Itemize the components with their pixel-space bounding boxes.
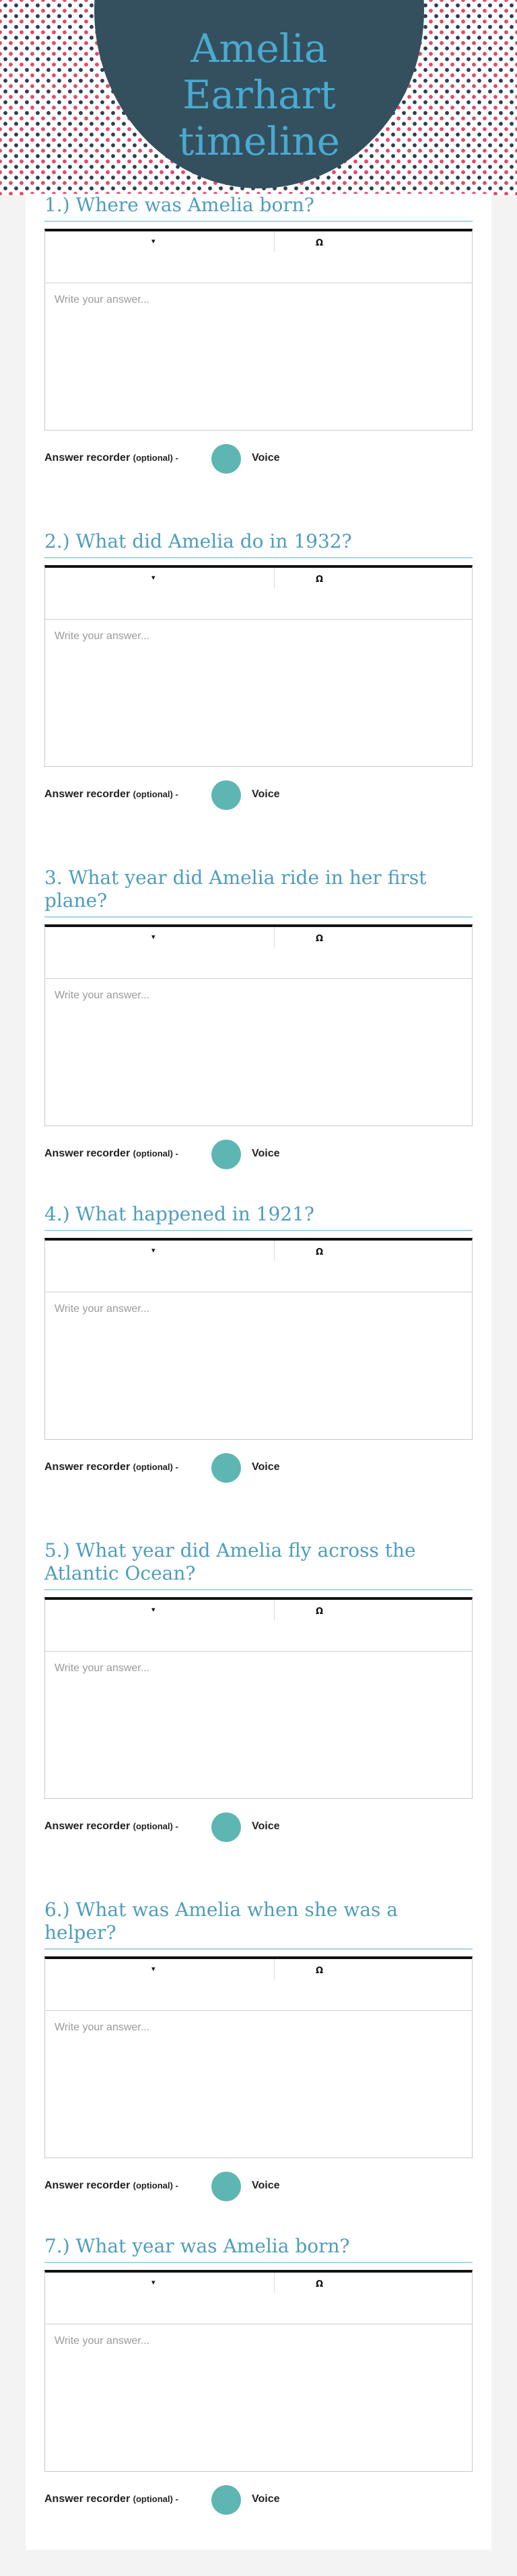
recorder-label-text: Answer recorder <box>44 452 131 464</box>
special-character-icon[interactable]: Ω <box>316 1966 324 1976</box>
answer-input[interactable] <box>45 2324 472 2471</box>
recorder-label <box>44 1148 178 1160</box>
toolbar-divider <box>274 2273 275 2293</box>
recorder-optional-text: (optional) - <box>133 1148 178 1158</box>
recorder-optional-text: (optional) - <box>133 789 178 799</box>
question-title: 3. What year did Amelia ride in her first plane? <box>44 867 473 918</box>
recorder-optional-text: (optional) - <box>133 2494 178 2504</box>
recorder-label <box>44 2493 178 2505</box>
recorder-label-text: Answer recorder <box>44 1820 131 1832</box>
record-voice-button[interactable] <box>211 1140 241 1169</box>
answer-input[interactable] <box>45 979 472 1126</box>
record-voice-button[interactable] <box>211 1453 241 1483</box>
format-dropdown-icon[interactable]: ▾ <box>151 573 156 582</box>
editor-toolbar <box>45 2273 472 2324</box>
recorder-label <box>44 1461 178 1473</box>
format-dropdown-icon[interactable]: ▾ <box>151 932 156 941</box>
format-dropdown-icon[interactable]: ▾ <box>151 237 156 246</box>
recorder-label <box>44 452 178 464</box>
recorder-label-text: Answer recorder <box>44 1461 131 1473</box>
editor-toolbar <box>45 1600 472 1652</box>
question-block <box>44 2235 473 2515</box>
question-title: 1.) Where was Amelia born? <box>44 194 473 222</box>
answer-input[interactable] <box>45 620 472 766</box>
editor-toolbar <box>45 1241 472 1292</box>
editor-toolbar <box>45 568 472 620</box>
special-character-icon[interactable]: Ω <box>316 2279 324 2289</box>
voice-label: Voice <box>252 1148 280 1159</box>
recorder-label <box>44 788 178 801</box>
question-block <box>44 530 473 810</box>
voice-label: Voice <box>252 2493 280 2505</box>
question-block <box>44 1539 473 1842</box>
answer-editor <box>44 229 473 431</box>
toolbar-divider <box>274 231 275 252</box>
voice-label: Voice <box>252 2180 280 2191</box>
toolbar-divider <box>274 1241 275 1261</box>
record-voice-button[interactable] <box>211 780 241 810</box>
voice-label: Voice <box>252 1820 280 1832</box>
question-block <box>44 1203 473 1483</box>
question-block <box>44 194 473 474</box>
recorder-optional-text: (optional) - <box>133 2180 178 2191</box>
answer-editor <box>44 1956 473 2158</box>
question-title: 5.) What year did Amelia fly across the Atlantic Ocean? <box>44 1539 473 1590</box>
format-dropdown-icon[interactable]: ▾ <box>151 1246 156 1255</box>
answer-input[interactable] <box>45 283 472 430</box>
toolbar-divider <box>274 1959 275 1979</box>
answer-editor <box>44 924 473 1126</box>
voice-label: Voice <box>252 788 280 800</box>
recorder-label-text: Answer recorder <box>44 2180 131 2191</box>
question-block <box>44 867 473 1169</box>
answer-editor <box>44 1238 473 1440</box>
editor-toolbar <box>45 1959 472 2011</box>
answer-recorder <box>44 1812 473 1842</box>
question-title: 7.) What year was Amelia born? <box>44 2235 473 2263</box>
record-voice-button[interactable] <box>211 444 241 474</box>
recorder-label-text: Answer recorder <box>44 788 131 800</box>
answer-editor <box>44 1597 473 1799</box>
answer-editor <box>44 565 473 767</box>
toolbar-divider <box>274 927 275 947</box>
record-voice-button[interactable] <box>211 2172 241 2201</box>
special-character-icon[interactable]: Ω <box>316 934 324 944</box>
answer-recorder <box>44 2172 473 2201</box>
recorder-label-text: Answer recorder <box>44 1148 131 1159</box>
answer-recorder <box>44 1140 473 1169</box>
question-title: 2.) What did Amelia do in 1932? <box>44 530 473 558</box>
recorder-optional-text: (optional) - <box>133 453 178 463</box>
answer-input[interactable] <box>45 1652 472 1798</box>
format-dropdown-icon[interactable]: ▾ <box>151 2278 156 2287</box>
special-character-icon[interactable]: Ω <box>316 575 324 585</box>
answer-recorder <box>44 780 473 810</box>
format-dropdown-icon[interactable]: ▾ <box>151 1605 156 1614</box>
special-character-icon[interactable]: Ω <box>316 238 324 248</box>
recorder-label <box>44 1820 178 1833</box>
record-voice-button[interactable] <box>211 1812 241 1842</box>
voice-label: Voice <box>252 1461 280 1473</box>
question-block <box>44 1899 473 2201</box>
answer-editor <box>44 2270 473 2472</box>
question-title: 4.) What happened in 1921? <box>44 1203 473 1231</box>
answer-recorder <box>44 1453 473 1483</box>
recorder-optional-text: (optional) - <box>133 1462 178 1472</box>
page-title: Amelia Earhart timeline <box>178 26 340 164</box>
recorder-label <box>44 2180 178 2192</box>
special-character-icon[interactable]: Ω <box>316 1607 324 1617</box>
recorder-label-text: Answer recorder <box>44 2493 131 2505</box>
answer-recorder <box>44 444 473 474</box>
record-voice-button[interactable] <box>211 2485 241 2515</box>
question-title: 6.) What was Amelia when she was a helper? <box>44 1899 473 1950</box>
toolbar-divider <box>274 568 275 588</box>
special-character-icon[interactable]: Ω <box>316 1247 324 1257</box>
answer-input[interactable] <box>45 2011 472 2158</box>
answer-input[interactable] <box>45 1292 472 1439</box>
recorder-optional-text: (optional) - <box>133 1821 178 1831</box>
editor-toolbar <box>45 231 472 283</box>
editor-toolbar <box>45 927 472 979</box>
voice-label: Voice <box>252 452 280 464</box>
answer-recorder <box>44 2485 473 2515</box>
toolbar-divider <box>274 1600 275 1620</box>
format-dropdown-icon[interactable]: ▾ <box>151 1964 156 1973</box>
